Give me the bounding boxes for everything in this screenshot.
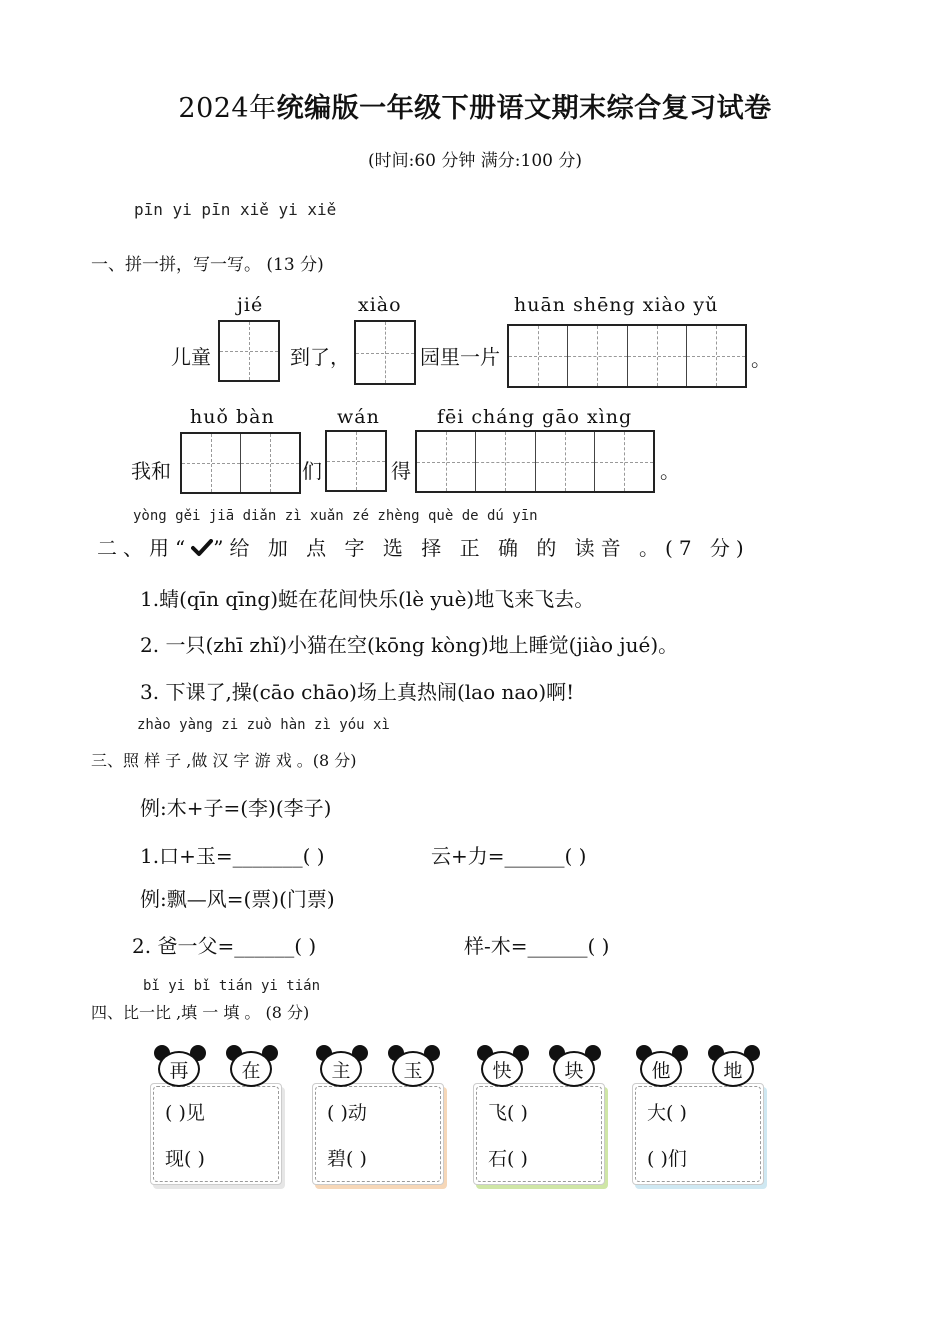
section2-item-3: 3. 下课了,操(cāo chāo)场上真热闹(lao nao)啊! [140, 680, 575, 704]
s1-r1-pinyin-1: jié [237, 294, 264, 316]
section2-pinyin: yòng gěi jiā diǎn zì xuǎn zé zhèng què de dú yīn [133, 508, 538, 524]
section3-title: 三、照 样 子 ,做 汉 字 游 戏 。(8 分) [91, 751, 357, 770]
page-title [0, 86, 950, 125]
panda-char-icon [706, 1045, 762, 1089]
compare-card-3 [473, 1083, 605, 1185]
section4-title: 四、比一比 ,填 一 填 。 (8 分) [91, 1003, 310, 1022]
section2-title-pre: 二、用“ [97, 536, 192, 560]
s1-r1-pinyin-3: huān shēng xiào yǔ [514, 294, 719, 316]
s1-r1-text-1: 儿童 [171, 345, 211, 369]
card-4-row-2[interactable]: ( )们 [647, 1148, 687, 1170]
writing-grid-huansheng-xiaoyu[interactable] [507, 324, 747, 388]
section3-pinyin: zhào yàng zi zuò hàn zì yóu xì [137, 717, 390, 733]
s1-r2-text-3: 得 [391, 459, 411, 483]
card-4-row-1[interactable]: 大( ) [647, 1102, 687, 1124]
panda-char: 在 [230, 1051, 272, 1087]
card-3-row-1[interactable]: 飞( ) [488, 1102, 528, 1124]
title-year: 2024年 [178, 93, 277, 124]
compare-card-1 [150, 1083, 282, 1185]
s1-r1-pinyin-2: xiào [358, 294, 402, 316]
writing-grid-feichang-gaoxing[interactable] [415, 430, 655, 493]
section2-title-post: ”给 加 点 字 选 择 正 确 的 读音 。(7 分) [213, 536, 750, 560]
s1-r1-end: 。 [751, 347, 771, 371]
checkmark-icon [191, 539, 213, 557]
panda-char-icon [547, 1045, 603, 1089]
section4-pinyin: bǐ yi bǐ tián yi tián [143, 978, 321, 994]
s1-r2-end: 。 [660, 459, 680, 483]
section3-item-1b: 云+力=______( ) [431, 844, 587, 868]
writing-grid-wan[interactable] [325, 430, 387, 492]
panda-char: 玉 [392, 1051, 434, 1087]
s1-r2-pinyin-2: wán [337, 406, 380, 428]
s1-r1-text-3: 园里一片 [420, 345, 500, 369]
panda-char-icon [634, 1045, 690, 1089]
card-1-row-1[interactable]: ( )见 [165, 1102, 205, 1124]
panda-char: 快 [481, 1051, 523, 1087]
panda-char-icon [386, 1045, 442, 1089]
section3-item-1a: 1.口+玉=_______( ) [140, 844, 325, 868]
section3-example-2: 例:飘—风=(票)(门票) [140, 887, 335, 911]
panda-char-icon [475, 1045, 531, 1089]
panda-char-icon [152, 1045, 208, 1089]
card-3-row-2[interactable]: 石( ) [488, 1148, 528, 1170]
panda-char: 主 [320, 1051, 362, 1087]
section1-title: 一、拼一拼，写一写。 (13 分) [91, 255, 324, 275]
panda-char: 地 [712, 1051, 754, 1087]
section2-item-2: 2. 一只(zhī zhǐ)小猫在空(kōng kòng)地上睡觉(jiào jué)。 [140, 633, 679, 657]
card-2-row-1[interactable]: ( )动 [327, 1102, 367, 1124]
writing-grid-jie[interactable] [218, 320, 280, 382]
s1-r2-text-1: 我和 [131, 459, 171, 483]
s1-r1-text-2: 到了， [290, 345, 350, 369]
panda-char-icon [314, 1045, 370, 1089]
section3-item-2a: 2. 爸一父=______( ) [132, 934, 317, 958]
section3-item-2b: 样-木=______( ) [464, 934, 610, 958]
compare-card-2 [312, 1083, 444, 1185]
s1-r2-pinyin-3: fēi cháng gāo xìng [437, 406, 633, 428]
title-main: 统编版一年级下册语文期末综合复习试卷 [276, 93, 772, 124]
panda-char: 再 [158, 1051, 200, 1087]
section1-pinyin: pīn yi pīn xiě yi xiě [134, 200, 337, 219]
s1-r2-pinyin-1: huǒ bàn [190, 406, 275, 428]
section2-item-1: 1.蜻(qīn qīng)蜓在花间快乐(lè yuè)地飞来飞去。 [140, 587, 595, 611]
panda-char: 块 [553, 1051, 595, 1087]
s1-r2-text-2: 们 [302, 459, 322, 483]
card-1-row-2[interactable]: 现( ) [165, 1148, 205, 1170]
panda-char-icon [224, 1045, 280, 1089]
page-subtitle: (时间:60 分钟 满分:100 分) [367, 151, 582, 171]
panda-char: 他 [640, 1051, 682, 1087]
section2-title [97, 532, 750, 561]
card-2-row-2[interactable]: 碧( ) [327, 1148, 367, 1170]
compare-card-4 [632, 1083, 764, 1185]
writing-grid-xiao[interactable] [354, 320, 416, 385]
section3-example-1: 例:木+子=(李)(李子) [140, 796, 332, 820]
writing-grid-huoban[interactable] [180, 432, 301, 494]
